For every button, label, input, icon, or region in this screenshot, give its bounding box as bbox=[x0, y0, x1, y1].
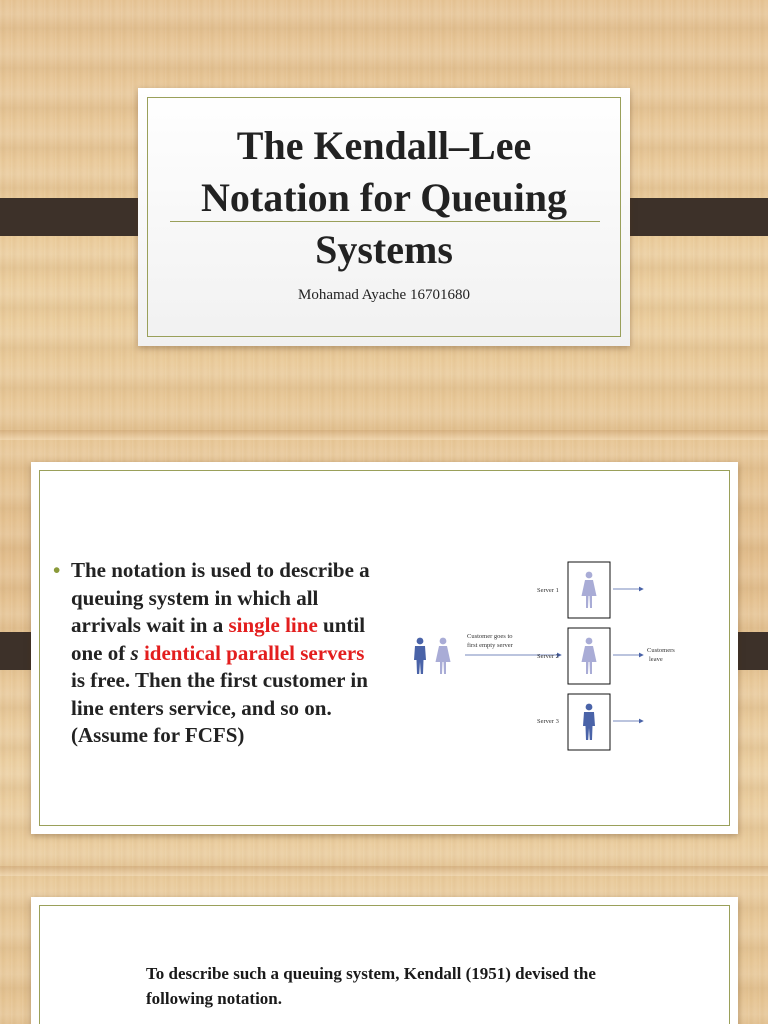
title-slide bbox=[138, 88, 630, 346]
waiting-customer-woman-icon bbox=[436, 638, 451, 674]
leave-label: leave bbox=[649, 656, 663, 663]
server-label: Server 1 bbox=[537, 587, 559, 594]
title-rule bbox=[170, 221, 600, 222]
title-line: Notation for Queuing bbox=[201, 175, 567, 220]
bullet-text: The notation is used to describe a queuing system in which all arrivals wait in a single line until one of s identical parallel servers is free. Then the first customer in line enters service, and so on. (Assume for FCFS) bbox=[71, 558, 370, 747]
arrival-label: first empty server bbox=[467, 642, 513, 649]
bullet-dot-icon: • bbox=[53, 558, 61, 582]
leave-label: Customers bbox=[647, 647, 675, 654]
slide-tab-left bbox=[0, 198, 156, 236]
background-divider bbox=[0, 866, 768, 876]
slide-title bbox=[158, 120, 610, 276]
highlight-single-line: single line bbox=[228, 613, 318, 637]
content-slide bbox=[31, 462, 738, 834]
title-line: Systems bbox=[315, 227, 453, 272]
waiting-customer-man-icon bbox=[414, 638, 426, 674]
author-line: Mohamad Ayache 16701680 bbox=[298, 287, 470, 303]
server-label: Server 2 bbox=[537, 653, 559, 660]
bullet-item bbox=[53, 557, 373, 750]
slide-text: To describe such a queuing system, Kendall (1951) devised the following notation. bbox=[146, 964, 596, 1008]
server-label: Server 3 bbox=[537, 718, 559, 725]
content-slide bbox=[31, 897, 738, 1024]
background-divider bbox=[0, 430, 768, 440]
variable-s: s bbox=[130, 640, 139, 665]
arrival-label: Customer goes to bbox=[467, 633, 513, 640]
title-line: The Kendall–Lee bbox=[236, 123, 532, 168]
queue-diagram bbox=[403, 540, 695, 758]
slide-tab-right bbox=[612, 198, 768, 236]
highlight-parallel-servers: identical parallel servers bbox=[143, 640, 365, 665]
